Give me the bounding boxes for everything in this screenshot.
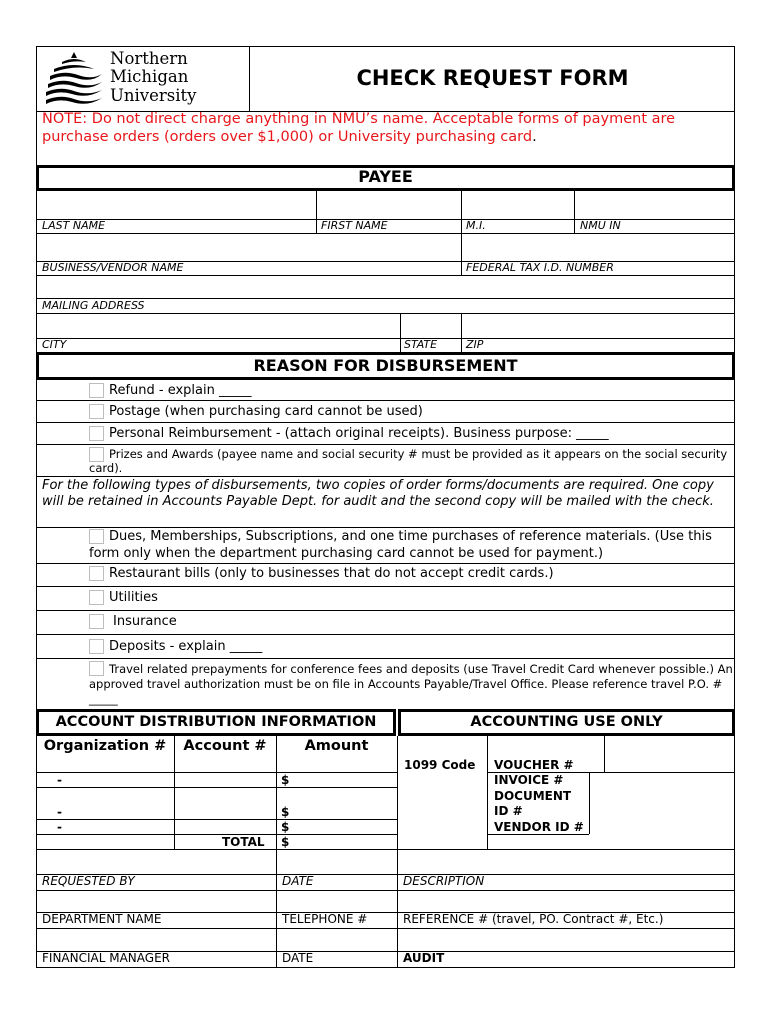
payee-div-4 bbox=[461, 233, 462, 275]
payee-line-2 bbox=[36, 233, 735, 234]
university-logo bbox=[44, 50, 244, 108]
waves-icon bbox=[44, 50, 106, 108]
acct-div-1 bbox=[174, 736, 175, 849]
insurance-checkbox[interactable] bbox=[89, 614, 104, 629]
payee-heading: PAYEE bbox=[36, 165, 735, 191]
reason-line-9 bbox=[36, 634, 735, 635]
reason-line-10 bbox=[36, 658, 735, 659]
utilities-checkbox[interactable] bbox=[89, 590, 104, 605]
business-label: BUSINESS/VENDOR NAME bbox=[42, 261, 184, 274]
zip-label: ZIP bbox=[466, 338, 484, 351]
reason-line-6 bbox=[36, 563, 735, 564]
refund-label: Refund - explain _____ bbox=[109, 383, 252, 398]
city-label: CITY bbox=[42, 338, 67, 351]
dues-label: Dues, Memberships, Subscriptions, and one time purchases of reference materials. (Use this form only when the department purchasing card cannot be used for payment.) bbox=[89, 529, 712, 561]
document-id-label: DOCUMENT ID # bbox=[494, 789, 572, 818]
restaurant-checkbox[interactable] bbox=[89, 566, 104, 581]
logo-line-3: University bbox=[110, 86, 197, 105]
date-label: DATE bbox=[282, 874, 314, 888]
postage-label: Postage (when purchasing card cannot be used) bbox=[109, 404, 423, 419]
payee-line-6 bbox=[36, 313, 735, 314]
personal-checkbox[interactable] bbox=[89, 426, 104, 441]
payee-line-7 bbox=[36, 338, 735, 339]
deposits-label: Deposits - explain _____ bbox=[109, 639, 263, 654]
footer-line-1 bbox=[36, 874, 735, 875]
payee-div-5 bbox=[400, 313, 401, 352]
accounting-div-3 bbox=[589, 772, 590, 834]
footer-line-2 bbox=[36, 890, 735, 891]
org-dash-2: - bbox=[57, 805, 62, 819]
acct-row-1-top bbox=[36, 772, 397, 773]
insurance-label: Insurance bbox=[113, 614, 177, 629]
vendor-id-label: VENDOR ID # bbox=[494, 820, 584, 834]
requested-by-label: REQUESTED BY bbox=[42, 874, 135, 888]
organization-column-header: Organization # bbox=[43, 738, 167, 754]
amount-dollar-2: $ bbox=[281, 805, 290, 819]
form-title: CHECK REQUEST FORM bbox=[356, 66, 629, 90]
last-name-label: LAST NAME bbox=[42, 219, 106, 232]
account-column-header: Account # bbox=[183, 738, 267, 754]
total-label: TOTAL bbox=[222, 835, 265, 849]
payment-note bbox=[42, 111, 730, 146]
accounting-line-2 bbox=[487, 834, 589, 835]
reason-heading: REASON FOR DISBURSEMENT bbox=[36, 352, 735, 380]
reference-label: REFERENCE # (travel, PO. Contract #, Etc.) bbox=[403, 912, 664, 926]
federal-tax-label: FEDERAL TAX I.D. NUMBER bbox=[466, 261, 614, 274]
mailing-label: MAILING ADDRESS bbox=[42, 299, 145, 312]
acct-row-1-bottom bbox=[36, 787, 397, 788]
account-distribution-heading: ACCOUNT DISTRIBUTION INFORMATION bbox=[36, 709, 396, 736]
voucher-label: VOUCHER # bbox=[494, 758, 574, 772]
code-1099-label: 1099 Code bbox=[404, 758, 476, 772]
payee-div-3 bbox=[574, 191, 575, 233]
prizes-label: Prizes and Awards (payee name and social security # must be provided as it appears on the social security card). bbox=[89, 447, 728, 475]
amount-dollar-1: $ bbox=[281, 773, 290, 787]
travel-label: Travel related prepayments for conference fees and deposits (use Travel Credit Card whenever possible.) An approved travel authorization must be on file in Accounts Payable/Travel Office. Please reference travel P.O. # _____ bbox=[89, 662, 733, 706]
total-dollar: $ bbox=[281, 835, 290, 849]
description-label: DESCRIPTION bbox=[403, 874, 485, 888]
payment-note-period: . bbox=[532, 128, 537, 145]
reason-line-5 bbox=[36, 527, 735, 528]
amount-dollar-3: $ bbox=[281, 820, 290, 834]
invoice-label: INVOICE # bbox=[494, 773, 564, 787]
logo-line-2: Michigan bbox=[110, 67, 189, 86]
payee-div-1 bbox=[316, 191, 317, 233]
payee-div-2 bbox=[461, 191, 462, 233]
accounting-div-2 bbox=[604, 736, 605, 772]
first-name-label: FIRST NAME bbox=[321, 219, 388, 232]
restaurant-label: Restaurant bills (only to businesses that do not accept credit cards.) bbox=[109, 566, 554, 581]
amount-column-header: Amount bbox=[304, 738, 369, 754]
reason-line-1 bbox=[36, 400, 735, 401]
accounting-use-heading: ACCOUNTING USE ONLY bbox=[398, 709, 735, 736]
mi-label: M.I. bbox=[466, 219, 486, 232]
acct-row-2-bottom bbox=[36, 819, 397, 820]
reason-line-3 bbox=[36, 444, 735, 445]
reason-line-7 bbox=[36, 586, 735, 587]
financial-manager-label: FINANCIAL MANAGER bbox=[42, 951, 170, 965]
deposits-checkbox[interactable] bbox=[89, 639, 104, 654]
accounting-div-1 bbox=[487, 736, 488, 849]
reason-line-8 bbox=[36, 610, 735, 611]
personal-label: Personal Reimbursement - (attach original receipts). Business purpose: _____ bbox=[109, 426, 609, 441]
date2-label: DATE bbox=[282, 951, 314, 965]
payee-div-6 bbox=[461, 313, 462, 352]
nmu-in-label: NMU IN bbox=[580, 219, 621, 232]
acct-div-2 bbox=[276, 736, 277, 968]
acct-row-3-bottom bbox=[36, 834, 397, 835]
acct-total-bottom bbox=[36, 849, 735, 850]
telephone-label: TELEPHONE # bbox=[282, 912, 368, 926]
department-label: DEPARTMENT NAME bbox=[42, 912, 162, 926]
postage-checkbox[interactable] bbox=[89, 404, 104, 419]
refund-checkbox[interactable] bbox=[89, 383, 104, 398]
payment-note-text: NOTE: Do not direct charge anything in NMU’s name. Acceptable forms of payment are purchase orders (orders over $1,000) or University purchasing card bbox=[42, 111, 676, 145]
org-dash-1: - bbox=[57, 773, 62, 787]
org-dash-3: - bbox=[57, 820, 62, 834]
state-label: STATE bbox=[404, 338, 438, 351]
logo-line-1: Northern bbox=[110, 49, 188, 68]
payee-line-4 bbox=[36, 275, 735, 276]
reason-line-4 bbox=[36, 476, 735, 477]
two-copies-instruction: For the following types of disbursements, two copies of order forms/documents are required. One copy will be retained in Accounts Payable Dept. for audit and the second copy will be mailed with the check. bbox=[42, 478, 714, 510]
acct-div-3 bbox=[397, 736, 398, 968]
reason-line-2 bbox=[36, 422, 735, 423]
footer-line-4 bbox=[36, 928, 735, 929]
utilities-label: Utilities bbox=[109, 590, 158, 605]
audit-label: AUDIT bbox=[403, 951, 445, 965]
